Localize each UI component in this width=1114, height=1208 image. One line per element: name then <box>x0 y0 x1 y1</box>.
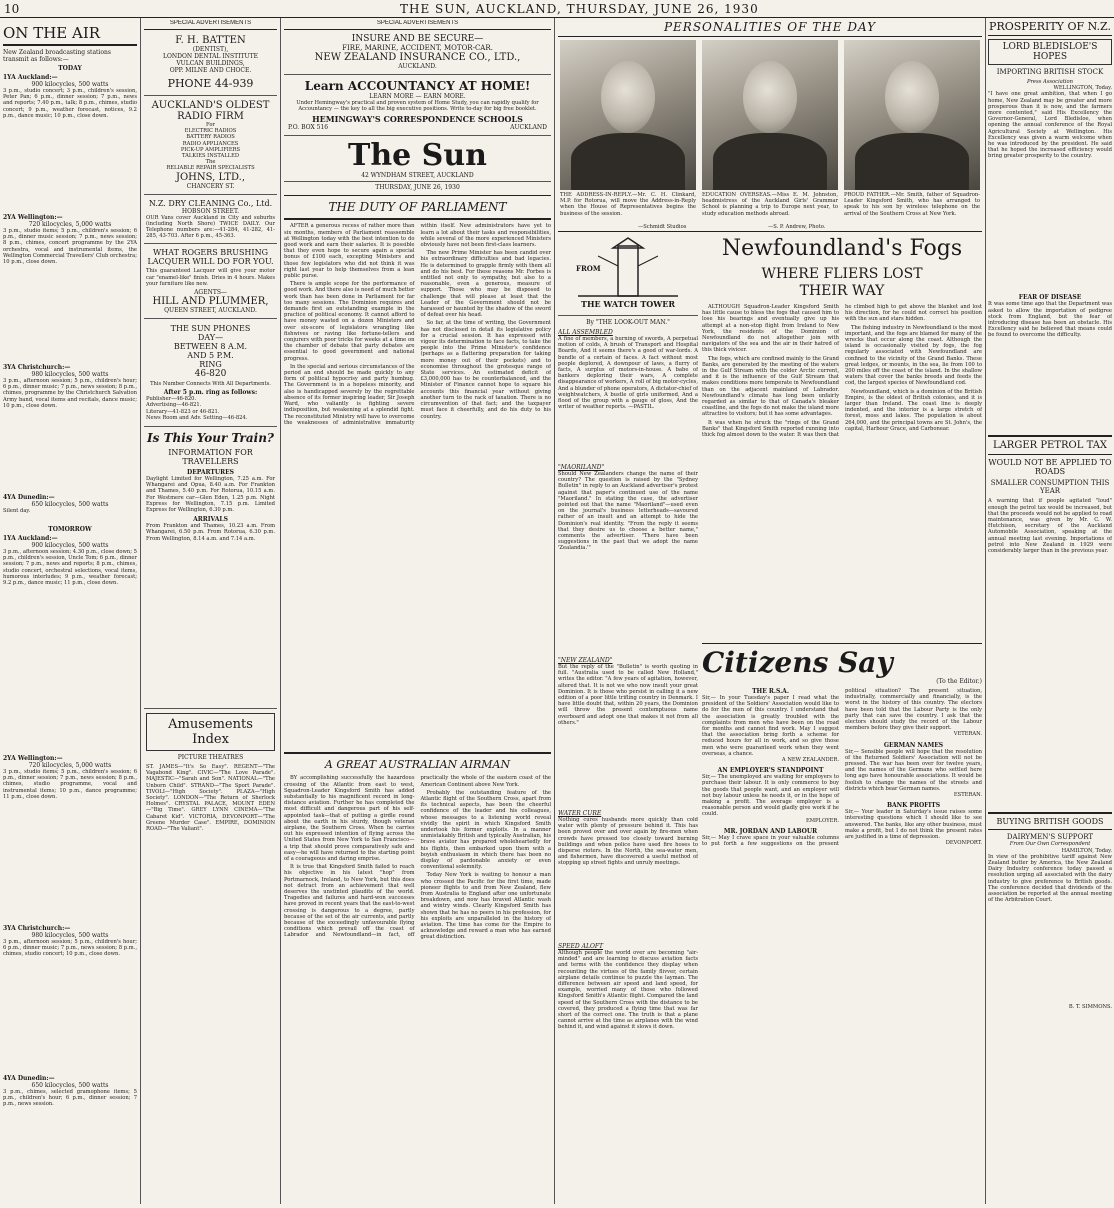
sun-phones-row: News Room and Adv. Setting—46-824. <box>146 414 248 421</box>
station-freq: 720 kilocycles, 5,000 watts <box>28 221 112 228</box>
petrol-text: A warning that if people agitated "loud" enough the petrol tax would be increased, but that the proceeds would not be applied to road maintenance, was given by Mr. C. W. Hutchison, secretary of the Auckland Automobile Association, speaking at the annual meeting last evening. Importations of petrol into New Zealand in 1929 were considerably larger than in the previous year. <box>988 498 1112 555</box>
sun-phones-after: After 5 p.m. ring as follows: <box>163 389 258 397</box>
photo-johnston <box>702 40 838 190</box>
rogers-lacquer-ad <box>144 244 277 319</box>
hemingway-headline: Learn ACCOUNTANCY AT HOME! <box>304 79 531 93</box>
amusements-text: ST. JAMES—"It's So Easy". REGENT—"The Vagabond King". CIVIC—"The Love Parade". MAJESTIC—"Sarah and Son". NATIONAL—"The Unborn Child". STRAND—"The Sport Parade". TIVOLI—"High Society". PLAZA—"High Society". LONDON—"The Return of Sherlock Holmes". CRYSTAL PALACE, MOUNT EDEN—"Big Time". GREY LYNN CINEMA—"The Cabaret Kid". VICTORIA, DEVONPORT—"The Greene Murder Case". EMPIRE, DOMINION ROAD—"The Valiant". <box>146 764 275 833</box>
letter <box>702 688 839 763</box>
newfoundland-paragraph: Newfoundland, which is a dominion of the British Empire, is the oldest of British colonies, and it is larger than Ireland. The coast line is deeply indented, and the interior is a large stretch of forest, moss and lakes. The population is about 264,000, and the principal towns are St. John's, the capital, Harbour Grace, and Carbonear. <box>845 388 982 432</box>
station-call: 4YA Dunedin:— <box>3 494 55 501</box>
buy-title: BUYING BRITISH GOODS <box>988 812 1112 830</box>
newfoundland-paragraph: ALTHOUGH Squadron-Leader Kingsford Smith has little cause to bless the fogs that caused him to lose his bearings and eventually give up his attempt at a non-stop flight from Ireland to New York, the residents of the Dominion of Newfoundland do not altogether join with navigators of the sea and the air in their hatred of this thick vivicer. <box>702 304 839 354</box>
buy-sign: B. T. SIMMONS. <box>1068 1003 1112 1010</box>
letter-text: Sir,— In your Tuesday's paper I read what the president of the Soldiers' Association would like to do for the men of this country. I understand that the association is greatly troubled with the complaints from men who have been on the road for months and cannot find work. May I suggest that the association bring forth a scheme for reduced hours for all in work, and so give those men who were guaranteed work when they went overseas, a chance. <box>702 695 839 757</box>
station-call: 3YA Christchurch:— <box>3 925 71 932</box>
station-call: 2YA Wellington:— <box>3 755 63 762</box>
cleaning-text: OUR Vans cover Auckland in City and suburbs (including North Shore) TWICE DAILY. Our Telephone numbers are:—41-284, 41-282, 41-285, 43-703. After 6 p.m., 45-363. <box>146 214 275 240</box>
station-call: 2YA Wellington:— <box>3 214 63 221</box>
sun-banner <box>284 136 551 196</box>
watch-section-text: But the reply of the "Bulletin" is worth quoting in full. "Australia used to be called New Holland," writes the editor. "A few years of agitation, however, altered that. It is not we who now insult your great Dominion. It is those who persist in calling it a new edition of a poor little trifling country in Denmark. I have little doubt that, within 20 years, the Dominion will throw the present contemptuous name overboard and adopt one that makes it not from all others." <box>558 664 698 726</box>
caption-clinkard: THE ADDRESS-IN-REPLY.—Mr. C. H. Clinkard, M.P. for Rotorua, will move the Address-in-Reply when the House of Representatives begins the business of the session. <box>560 192 696 217</box>
sun-phones-number: 46-820 <box>194 369 227 380</box>
station-freq: 650 kilocycles, 500 watts <box>31 1082 109 1089</box>
sun-phones-row: Advertising—46-821. <box>146 402 202 409</box>
citizens-title: Citizens Say <box>702 648 893 679</box>
newfoundland-paragraph: The fishing industry in Newfoundland is the most important, and the fogs are blamed for many of the wrecks that occur along the coast. Although the island is occasionally visited by fogs, the fog regularly associated with Newfoundland are confined to the vicinity of the Grand Banks. These great ledges, or mounts, in the sea, lie from 100 to 200 miles off the coast of the island. In the shallow waters that cover the banks breeds and feeds the cod, the largest species of Newfoundland cod. <box>845 324 982 387</box>
petrol-sub: SMALLER CONSUMPTION THIS YEAR <box>990 479 1110 496</box>
station-freq: 980 kilocycles, 500 watts <box>31 371 109 378</box>
tomorrow-label: TOMORROW <box>48 526 92 533</box>
watch-section-head: ALL ASSEMBLED <box>558 329 613 336</box>
on-the-air-title: ON THE AIR <box>3 24 137 46</box>
letter-sign: DEVONPORT. <box>945 840 982 847</box>
watch-section-text: Although people the world over are becoming "air-minded" and are learning to discuss aviation facts and terms with the confidence they display when recounting the virtues of the family flivver, certain airplane details continue to puzzle the layman. The difference between air speed and land speed, for example, worried many of those who followed Kingsford Smith's Atlantic flight. Compared the land speed of the Southern Cross with the distance to be covered, they produced a flying time that was far short of the correct one. The truth is that a plane cannot arrive at the time as airplanes with the wind behind it, and wind against it slows it down. <box>558 950 698 1031</box>
letter-text: Sir,— Sensible people will hope that the resolution of the Returned Soldiers' Association will not be pressed. The war has been over for twelve years, and the names of the Germans who settled here long ago have honourable associations. It would be foolish to change the names of the streets and districts which bear German names. <box>845 748 982 792</box>
photo-credit: —S. P. Andrew, Photo. <box>768 224 826 230</box>
watch-section-head: "NEW ZEALAND" <box>558 657 613 664</box>
airman-paragraph: Probably the outstanding feature of the Atlantic flight of the Southern Cross, apart from its technical aspects, has been the cheerful confidence of the leader and his colleagues, whose messages to a listening world reveal vividly the spirit in which Kingsford Smith undertook his former exploits. In a manner unmistakably British and typically Australian, his brave aviator has prepared wholeheartedly for his flights, then embarked upon them with a boyish enthusiasm in which there has been no display of pardonable anxiety or even conventional solemnity. <box>420 789 551 871</box>
rogers-agents: HILL AND PLUMMER, <box>152 296 269 308</box>
sun-phones-row: Literary—41-823 or 46-821. <box>146 408 220 415</box>
editorial-paragraph: There is ample scope for the performance of good work. And there also is need of much better work than has been done in Parliament for far too many sessions. The Dominion requires and demands first an outstanding example in the practice of political economy. It cannot afford to have money wasted on a dozen Ministers and over six-score of legislators wrangling like fishwives or raving like fortune-tellers and conjurers with poor tricks for weeks at a time on the chamber of debate that party debates are essential to good government and national progress. <box>284 281 415 362</box>
cleaning-street: HOBSON STREET. <box>181 207 240 215</box>
sun-date: THURSDAY, JUNE 26, 1930 <box>284 181 551 191</box>
photo-smith <box>844 40 980 190</box>
batten-line: (DENTIST), <box>192 46 229 53</box>
sun-address: 42 WYNDHAM STREET, AUCKLAND <box>361 172 474 180</box>
station-freq: 900 kilocycles, 500 watts <box>31 542 109 549</box>
page-number: 10 <box>4 2 20 16</box>
editorial-paragraph: AFTER a generous recess of rather more than six months, members of Parliament reassemble at Wellington today with the best intention to do good work and earn their salaries. It is possible that they even hope to secure again a special bonus of £100 each, excepting Ministers and those few legislators who did not think it was right last year to help themselves from a lean public purse. <box>284 223 415 280</box>
letter-head: GERMAN NAMES <box>883 741 944 749</box>
station-freq: 900 kilocycles, 500 watts <box>31 81 109 88</box>
arrivals-text: From Frankton and Thames, 10.23 a.m. From Whangarei, 6.50 p.m. From Rotorua, 6.30 p.m. From Wellington, 8.14 a.m. and 7.14 a.m. <box>146 523 275 542</box>
radio-street: CHANCERY ST. <box>186 182 235 190</box>
letter-sign: ESTERAN. <box>953 792 982 799</box>
departures-text: Daylight Limited for Wellington, 7.25 a.m. For Whangarei and Opua, 8.40 a.m. For Frankton and Thames, 5.40 p.m. For Rotorua, 10.15 a.m. For Westmere car—Glen Eden, 1.25 p.m. Night Express for Wellington, 7.15 p.m. Limited Express for Wellington, 6.30 p.m. <box>146 476 275 514</box>
station-block <box>3 1075 137 1135</box>
hemingway-city: AUCKLAND <box>510 124 547 132</box>
batten-ad <box>144 30 277 96</box>
special-ads-header: SPECIAL ADVERTISEMENTS <box>284 20 551 30</box>
cleaning-name: N.Z. DRY CLEANING Co., Ltd. <box>148 198 273 208</box>
batten-line: VULCAN BUILDINGS, <box>176 60 245 67</box>
hemingway-ad <box>284 75 551 136</box>
newfoundland-paragraph: It was when he struck the "rings of the Grand Banks" that Kingsford Smith reported running into thick fog almost down to the water. It was then that he climbed high to get above the blanket and lost his direction, for he could not correct his position with the sun and stars hidden. <box>702 304 982 439</box>
departures-label: DEPARTURES <box>187 469 234 477</box>
watch-tower-byline: By "THE LOOK-OUT MAN." <box>586 319 670 326</box>
hemingway-sub: LEARN MORE — EARN MORE. <box>369 93 466 100</box>
citizens-editor: (To the Editor.) <box>936 678 982 685</box>
editorial-paragraph: The new Prime Minister has been candid over his extraordinary difficulties and bad legacies. He is determined to grapple firmly with them all and do his best. For these reasons Mr. Forbes is entitled not only to sympathy, but also to a reasonable, even a generous, measure of support. Those who may be disposed to challenge that will please at least that the Leader of the Government should not be harassed or haunted by the shadow of the sword of defeat over his head. <box>420 250 551 319</box>
newfoundland-paragraph: The fogs, which are confined mainly to the Grand Banks, are generated by the meeting of the waters in the Gulf Stream with the colder Arctic current, and it is the influence of the Gulf Stream that makes conditions more temperate in Newfoundland than on the adjacent mainland of Labrador. Newfoundland's climate has long been unfairly regarded as similar to that of Canada's bleaker coastline, and the fogs do not make the island more attractive to visitors; but it has some advantages. <box>702 355 839 418</box>
on-the-air-column <box>3 24 137 1204</box>
letter-head: MR. JORDAN AND LABOUR <box>723 827 818 835</box>
fear-head: FEAR OF DISEASE <box>1018 294 1082 302</box>
airman-paragraph: Today New York is waiting to honour a man who crossed the Pacific for the first time, made pioneer flights to and from New Zealand, flew from Australia to England after one unfortunate breakdown, and now has braved Atlantic wash and wintry winds. Clearly Kingsford Smith has shown that he has no peers in his profession, for his exploits are unparalleled in the history of aviation. The time has come for the Empire to acknowledge and reward a man who has earned great distinction. <box>420 872 551 941</box>
fear-text: It was some time ago that the Department was asked to allow the importation of pedigree stock from England, but the fear of introducing disease has been an obstacle. His Excellency said he believed that means could be found to overcome the difficulty. <box>988 301 1112 339</box>
buy-head: DAIRYMEN'S SUPPORT <box>1006 833 1094 842</box>
on-the-air-intro: New Zealand broadcasting stations transmit as follows:— <box>3 49 111 63</box>
rogers-text: This guaranteed Lacquer will give your motor car "enamel-like" finish. Dries in 4 hours. Makes your furniture like new. <box>146 268 275 287</box>
amusements-title: Amusements Index <box>146 713 275 751</box>
watch-tower-column <box>558 236 698 1204</box>
paper-line: THE SUN, AUCKLAND, THURSDAY, JUNE 26, 1930 <box>400 2 759 16</box>
citizens-letters <box>702 688 982 1193</box>
station-block <box>3 494 137 524</box>
letter <box>702 767 839 824</box>
batten-line: LONDON DENTAL INSTITUTE <box>163 53 258 60</box>
batten-line: OPP. MILNE AND CHOCE. <box>169 67 252 74</box>
station-block <box>3 925 137 1075</box>
caption-smith: PROUD FATHER.—Mr. Smith, father of Squadron-Leader Kingsford Smith, who has arranged to speak to his son by wireless telephone on the arrival of the Southern Cross at New York. <box>844 192 980 217</box>
station-block <box>3 755 137 925</box>
airman-title: A GREAT AUSTRALIAN AIRMAN <box>324 758 511 772</box>
newfoundland-article <box>702 236 982 644</box>
buy-text: In view of the prohibitive tariff against New Zealand butter by America, the New Zealand Dairy Industry conference today passed a resolution urging all associated with the dairy industry to give preference to British goods. The conference decided that dividends of the association be reported at the annual meeting of the Arbitration Court. <box>988 853 1112 904</box>
personalities-section <box>558 20 982 232</box>
hemingway-box: P.O. BOX 516 <box>288 124 329 132</box>
station-call: 4YA Dunedin:— <box>3 1075 55 1082</box>
watch-section <box>558 329 698 461</box>
watch-section-head: "MAORILAND" <box>558 464 605 471</box>
letter-sign: EMPLOYER. <box>805 817 839 824</box>
watch-tower-logo <box>558 236 698 316</box>
letter-head: BANK PROFITS <box>886 802 941 810</box>
editorial-body <box>284 223 551 748</box>
petrol-head: WOULD NOT BE APPLIED TO ROADS <box>988 458 1112 477</box>
watch-section-text: A fine of members, a burning of swords, A perpetual motion of colds, A brush of Transport and Hospital Boards, And it seems there's a good of war-lords. A bundle of a certain of faces. A fact without most people deplored, A downpour of laws, a flurry of facts, A surplus of motors-in-house. A babe of bankers deploring their wars, A complete disappearance of workers, A roll of big motor-cycles, And a blunder of phone operators, A dictator-chief of weightwatchers, A bustle of girls uniformed, And a flood of the group with a gauge of gloss, And the writer of weather reports. —PASTIL. <box>558 336 698 411</box>
radio-line: RELIABLE REPAIR SPECIALISTS <box>166 165 255 172</box>
insurance-ad <box>284 30 551 75</box>
watch-section <box>558 464 698 654</box>
watch-tower-name: THE WATCH TOWER <box>581 299 675 309</box>
prosperity-column <box>988 20 1112 1204</box>
newfoundland-title: Newfoundland's Fogs <box>721 236 963 261</box>
station-block <box>3 74 137 214</box>
station-call: 1YA Auckland:— <box>3 74 58 81</box>
station-programme: 3 p.m., chimes, selected gramophone items; 5 p.m., children's hour; 6 p.m., dinner session; 7 p.m., news session. <box>3 1089 137 1108</box>
letter-sign: A NEW ZEALANDER. <box>781 757 839 764</box>
radio-line: The <box>205 159 216 166</box>
insure-line: FIRE, MARINE, ACCIDENT, MOTOR-CAR. <box>342 44 493 52</box>
insure-city: AUCKLAND. <box>398 63 437 70</box>
sun-phones-row: Publisher—46-820. <box>146 396 197 403</box>
airman-paragraph: It is true that Kingsford Smith failed to reach his objective in his latest "hop" from Portmarnock, Ireland, to New York, but this does not detract from an achievement that well deserves the unstinted plaudits of the world. Tragedies and failures and hard-won successes have proved in recent years that the east-to-west crossing is dangerous to a degree, partly because of the set of the air currents, and partly because of the exceedingly unfavourable flying conditions which prevail off the coast of Labrador and Newfoundland—in fact, off practically the whole of the eastern coast of the American Continent above New York. <box>284 775 551 939</box>
station-freq: 720 kilocycles, 5,000 watts <box>28 762 112 769</box>
watch-section <box>558 943 698 1183</box>
station-programme: 3 p.m., afternoon session; 5 p.m., children's hour; 6 p.m., dinner music; 7 p.m., news session; 8 p.m., chimes, studio concert; 10 p.m., close down. <box>3 939 137 958</box>
radio-line: PICK-UP AMPLIFIERS <box>180 146 241 153</box>
letter-head: AN EMPLOYER'S STANDPOINT <box>717 767 824 775</box>
radio-headline: AUCKLAND'S OLDEST RADIO FIRM <box>151 100 270 122</box>
radio-line: For <box>206 122 215 128</box>
letter-text: Sir,— Your leader in Saturday's issue raises some interesting questions which I should like to see answered. The banks, like any other business, must make a profit, but I do not think the present rates are justified in a time of depression. <box>845 809 982 841</box>
watch-section-text: Should New Zealanders change the name of their country? The question is raised by the "Sydney Bulletin" in reply to an Auckland advertiser's protest against that paper's continued use of the name "Maoriland." In stating the case, the advertiser pointed out that the name "Maoriland"—used even on the journal's business letterheads—savoured rather of an insult and an attempt to hide the Dominion's real identity. "From the reply it seems that they desire us to choose a better name," comments the advertiser. "There have been suggestions in the past that we adopt the name 'Zealandia.'" <box>558 471 698 552</box>
letter-text: Sir,— The unemployed are waiting for employers to purchase their labour. It is only commerce to buy the goods that people want, and an employer will not buy labour unless he needs it, or in the hope of making a profit. The average employer is a reasonable person and would gladly give work if he could. <box>702 774 839 818</box>
radio-line: TALKIES INSTALLED <box>181 153 240 160</box>
sun-phones-line: AND 5 P.M. <box>187 351 234 361</box>
petrol-title: LARGER PETROL TAX <box>988 435 1112 455</box>
photo-clinkard <box>560 40 696 190</box>
hemingway-firm: HEMINGWAY'S CORRESPONDENCE SCHOOLS <box>312 114 523 125</box>
station-freq: 980 kilocycles, 500 watts <box>31 932 109 939</box>
amusements-sub: PICTURE THEATRES <box>177 754 244 762</box>
hemingway-address <box>288 124 547 131</box>
sun-phones-ad <box>144 319 277 427</box>
prosperity-place: WELLINGTON, Today. <box>1053 85 1112 92</box>
letter-sign: VETERAN. <box>953 731 982 738</box>
rogers-street: QUEEN STREET, AUCKLAND. <box>164 307 257 315</box>
prosperity-sub: IMPORTING BRITISH STOCK <box>996 68 1104 76</box>
station-call: 3YA Christchurch:— <box>3 364 71 371</box>
letter <box>845 742 982 799</box>
radio-line: RADIO APPLIANCES <box>182 140 239 147</box>
editorial-area <box>284 20 551 1204</box>
today-label: TODAY <box>58 65 82 72</box>
watch-section <box>558 657 698 807</box>
masthead <box>0 0 1114 18</box>
station-programme: 3 p.m., studio items; 5 p.m., children's session; 6 p.m., dinner session; 7 p.m., news session; 8 p.m., chimes, studio programme, vocal and instrumental items; 10 p.m., dance programme; 11 p.m., close down. <box>3 769 137 800</box>
amusements-index <box>144 709 277 836</box>
personalities-title: PERSONALITIES OF THE DAY <box>558 20 982 37</box>
station-programme: Silent day. <box>3 508 31 514</box>
station-block <box>3 214 137 364</box>
letter-head: THE R.S.A. <box>752 688 789 695</box>
insure-company: NEW ZEALAND INSURANCE CO., LTD., <box>314 52 521 63</box>
station-block <box>3 535 137 755</box>
train-title: Is This Your Train? <box>147 431 274 446</box>
special-ads-column <box>144 20 277 1204</box>
batten-name: F. H. BATTEN <box>175 35 246 46</box>
prosperity-title: PROSPERITY OF N.Z. <box>988 20 1112 36</box>
rogers-agents-label: AGENTS— <box>194 289 227 297</box>
newfoundland-subtitle: WHERE FLIERS LOST THEIR WAY <box>761 266 923 299</box>
prosperity-body: "I have one great ambition, that when I go home, New Zealand may be greater and more prosperous than it is now, and the farmers more contented," said His Excellency the Governor-General, Lord Bledisloe, when opening the annual conference of the Royal Agricultural Society at Wellington. His Excellency was given a warm welcome when he was introduced by the president. He said that he hoped the increased efficiency would bring greater prosperity to the country. <box>988 91 1112 160</box>
prosperity-assoc: Press Association <box>1026 79 1074 85</box>
hemingway-text: Under Hemingway's practical and proven system of Home Study, you can rapidly qualify for Accountancy — the key to all the big executive positions. Write to-day for big free booklet. <box>296 100 539 113</box>
sun-phones-line: DAY— <box>197 333 224 343</box>
sun-phones-line: THE SUN PHONES <box>170 324 251 334</box>
buy-place: HAMILTON, Today. <box>1061 847 1112 854</box>
radio-ad <box>144 96 277 195</box>
citizens-say <box>702 648 982 1204</box>
prosperity-head: LORD BLEDISLOE'S HOPES <box>988 39 1112 65</box>
station-programme: 3 p.m., studio concert; 3 p.m., children's session, Peter Pan; 6 p.m., dinner session; 7 p.m., news and reports; 7.40 p.m., talk; 8 p.m., chimes, studio concert; 9 p.m., weather forecast, notices, 9.2 p.m., dance music; 10 p.m., close down. <box>3 88 137 119</box>
editorial-paragraph: In the special and serious circumstances of the period an end should be made quickly to any form of political hypocrisy and party humbug. The Government is in a hopeless minority, and also is handicapped severely by the regrettable absence of its former inspiring leader, Sir Joseph Ward, who valiantly is fighting severe indisposition, but weakening at a splendid fight. The reconstituted Ministry will have to overcome the weaknesses of administrative immaturity within itself. New administrators have yet to learn a lot about their tasks and responsibilities, while several of the more experienced Ministers obviously have not been first-class learners. <box>284 223 551 426</box>
station-programme: 3 p.m., afternoon session; 5 p.m., children's hour; 6 p.m., dinner music; 7 p.m., news session; 8 p.m., chimes, programme by the Christchurch Salvation Army band, vocal items and recitals, dance music; 10 p.m., close down. <box>3 378 137 409</box>
newfoundland-body <box>702 304 982 634</box>
station-freq: 650 kilocycles, 500 watts <box>31 501 109 508</box>
letter <box>845 802 982 846</box>
sun-phones-line: BETWEEN 8 A.M. <box>173 342 248 352</box>
letter-text: Sir,— May I crave space in your valuable columns to put forth a few suggestions on the present political situation? The present situation, industrially, commercially and financially, is the worst in the history of this country. The electors have been told that the Labour Party is the only party that can save the country. I ask that the electors should study the record of the Labour members before they give their support. <box>702 688 982 848</box>
airman-body <box>284 775 551 1075</box>
watch-section-head: WATER CURE <box>558 810 602 817</box>
sun-logo: The Sun <box>348 138 487 174</box>
buy-assoc: From Our Own Correspondent <box>1009 841 1091 848</box>
photo-credit: —Schmidt Studios <box>638 224 687 230</box>
special-ads-header: SPECIAL ADVERTISEMENTS <box>144 20 277 30</box>
insure-line: INSURE AND BE SECURE— <box>351 34 484 44</box>
radio-line: ELECTRIC RADIOS <box>184 128 237 135</box>
arrivals-label: ARRIVALS <box>193 516 228 524</box>
station-block <box>3 364 137 494</box>
radio-firm: JOHNS, LTD., <box>175 171 246 183</box>
airman-paragraph: BY accomplishing successfully the hazardous crossing of the Atlantic from east to west, Squadron-Leader Kingsford Smith has added substantially to his magnificent record in long-distance aviation. Further he has completed the most difficult and dangerous part of his self-appointed task—that of putting a girdle round about the earth in his sturdy, though veteran airplane, the Southern Cross. When he carries out his expressed intention of flying across the United States from New York to San Francisco—a trip that should prove comparatively safe and easy—he will have returned to the starting point of a courageous and daring emprise. <box>284 775 415 863</box>
train-subtitle: INFORMATION FOR TRAVELLERS <box>168 448 253 467</box>
batten-phone: PHONE 44-939 <box>167 77 254 90</box>
watch-section-text: Nothing cures husbands more quickly than cold water with plenty of pressure behind it. This has been proved over and over again by fire-men when crowds have pressed too closely toward burning buildings and when police have used fire hoses to disperse rioters. In the North, the sea-water men, and fishermen, have discovered a useful method of stopping up street fights and unruly meetings. <box>558 817 698 867</box>
caption-johnston: EDUCATION OVERSEAS.—Miss E. M. Johnston, headmistress of the Auckland Girls' Grammar School is planning a trip to Europe next year, to study education methods abroad. <box>702 192 838 217</box>
editorial-title: THE DUTY OF PARLIAMENT <box>328 200 507 215</box>
station-programme: 3 p.m., studio items; 5 p.m., children's session; 6 p.m., dinner music session; 7 p.m., news session; 8 p.m., chimes, concert programme by the 2YA orchestra, vocal and instrumental items, the Wellington Commercial Travellers' Club orchestra; 10 p.m., close down. <box>3 228 137 266</box>
rogers-headline: WHAT ROGERS BRUSHING LACQUER WILL DO FOR YOU. <box>147 248 274 267</box>
station-call: 1YA Auckland:— <box>3 535 58 542</box>
dry-cleaning-ad <box>144 195 277 245</box>
station-programme: 3 p.m., afternoon session; 4.30 p.m., close down; 5 p.m., children's session, Uncle Tom; 6 p.m., dinner session; 7 p.m., news and reports; 8 p.m., chimes, studio concert, orchestral selections, vocal items, humorous interludes; 9 p.m., weather forecast; 9.2 p.m., dance music; 11 p.m., close down. <box>3 549 137 587</box>
train-info <box>144 427 277 709</box>
editorial-paragraph: So far, at the time of writing, the Government has not disclosed in detail its legislative policy for a crucial session. It has expressed with vigour its determination to face facts, to take the people into the Prime Minister's confidence (perhaps as a flattering preparation for taking more money out of their pockets) and to economise throughout the grotesque range of State services. An estimated deficit of £3,000,000 has to be counterbalanced, and the Minister of Finance cannot hope to square his accounts this financial year without giving another turn to the rack of taxation. There is no circumvention of that fact; and the taxpayer must face it cheerfully, and do his duty to his country. <box>420 320 551 420</box>
radio-line: BATTERY RADIOS <box>186 134 235 141</box>
sun-phones-line: RING <box>199 360 222 370</box>
sun-phones-note: This Number Connects With All Departments. <box>150 381 271 388</box>
watch-section <box>558 810 698 940</box>
watch-tower-from: FROM <box>576 264 601 273</box>
watch-section-head: SPEED ALOFT <box>558 943 604 950</box>
